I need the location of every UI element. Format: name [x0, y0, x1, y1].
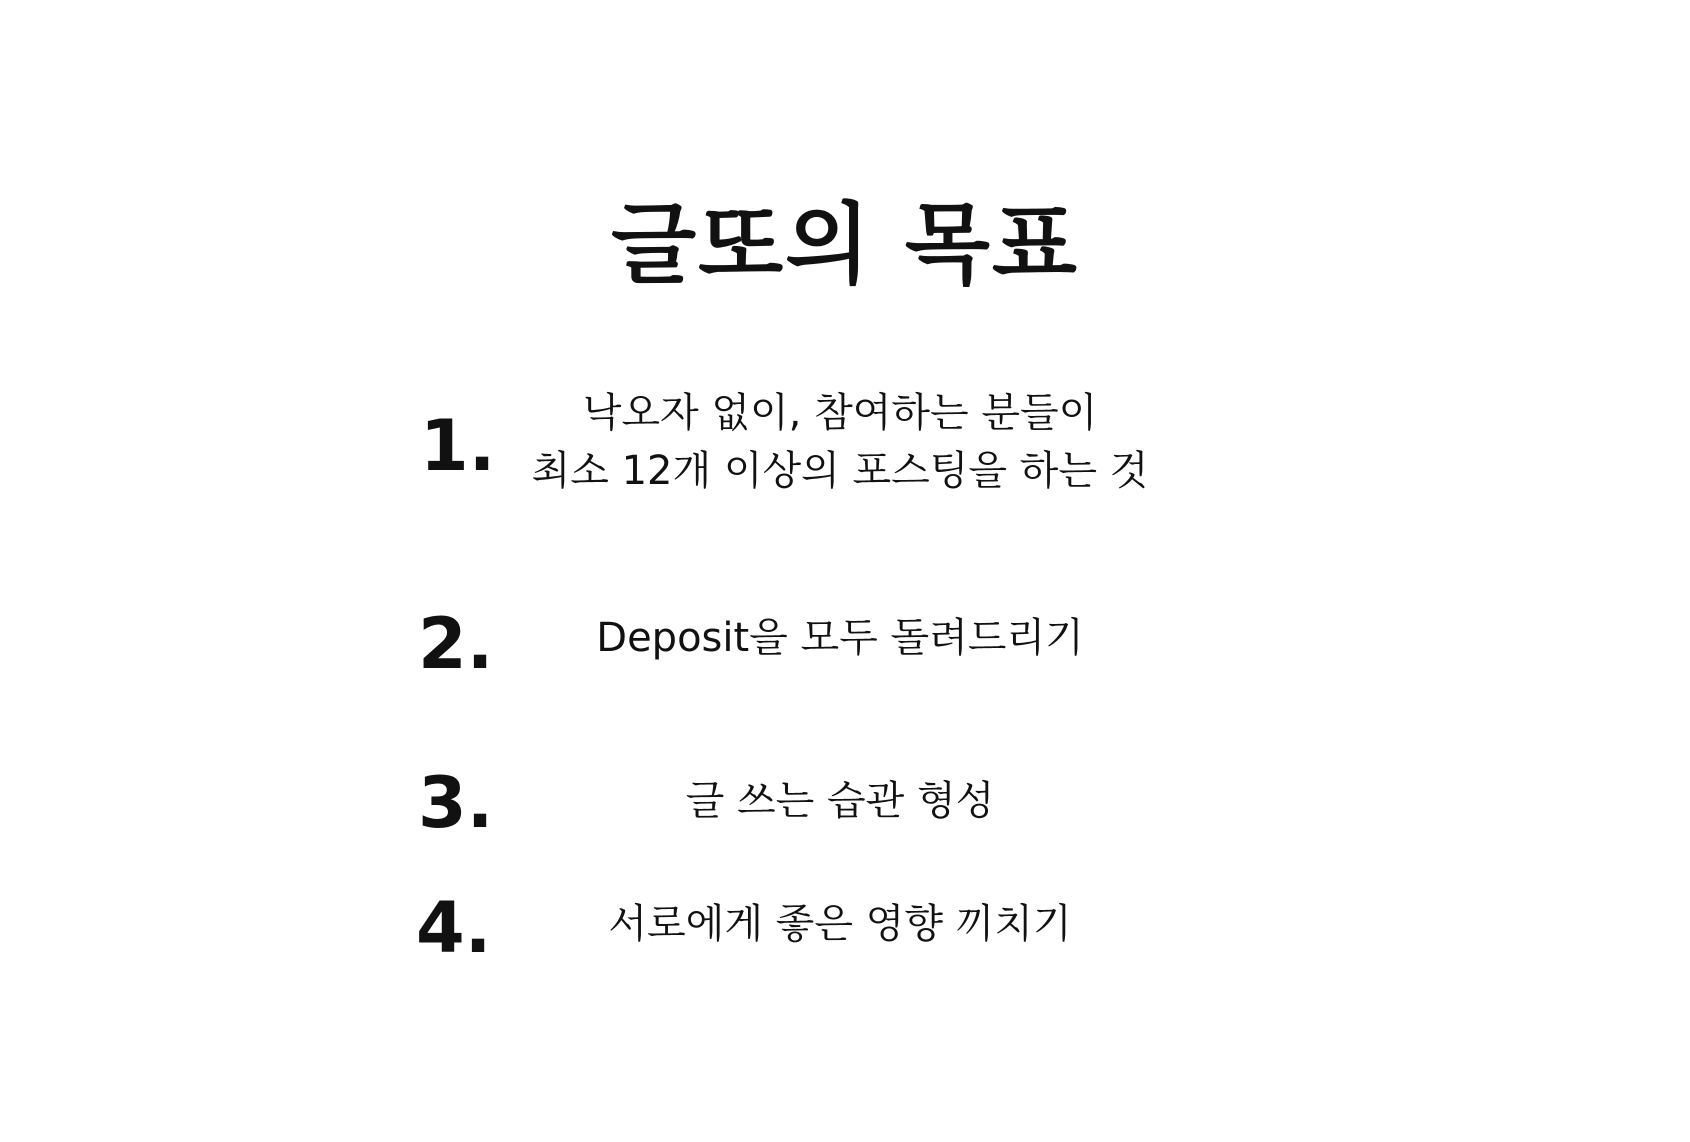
- goal-text-3-line-1: 글 쓰는 습관 형성: [685, 778, 995, 824]
- goal-text-1-line-1: 낙오자 없이, 참여하는 분들이: [582, 390, 1098, 436]
- goal-text-3: [490, 772, 1190, 830]
- goal-number-4: 4.: [416, 887, 492, 969]
- goal-text-4-line-1: 서로에게 좋은 영향 끼치기: [608, 901, 1072, 947]
- goal-text-1: [490, 384, 1190, 500]
- goal-text-2-line-1: Deposit을 모두 돌려드리기: [596, 615, 1084, 661]
- goal-text-1-line-2: 최소 12개 이상의 포스팅을 하는 것: [531, 448, 1149, 494]
- goal-number-1: 1.: [420, 405, 496, 487]
- goal-text-2: [490, 609, 1190, 667]
- goal-number-2: 2.: [418, 603, 494, 685]
- goal-number-3: 3.: [418, 762, 494, 844]
- slide-title: 글또의 목표: [611, 193, 1079, 296]
- goal-text-4: [490, 895, 1190, 953]
